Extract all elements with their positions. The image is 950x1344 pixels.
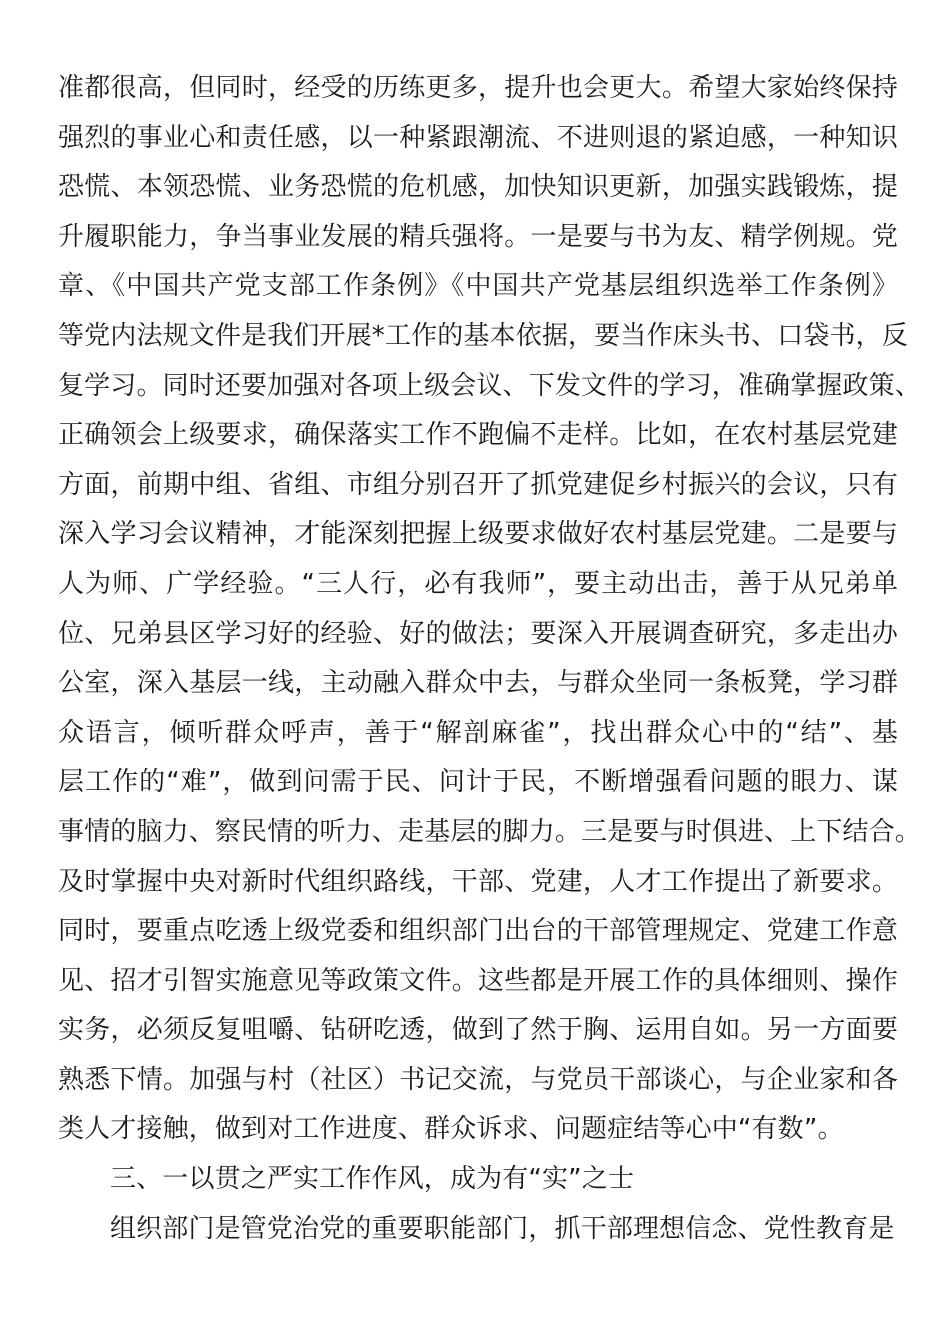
- text-line: 层工作的“难”，做到问需于民、问计于民，不断增强看问题的眼力、谋: [58, 767, 898, 798]
- text-line: 复学习。同时还要加强对各项上级会议、下发文件的学习，准确掌握政策、: [58, 370, 921, 401]
- text-line: 组织部门是管党治党的重要职能部门，抓干部理想信念、党性教育是: [110, 1213, 895, 1244]
- text-line: 熟悉下情。加强与村（社区）书记交流，与党员干部谈心，与企业家和各: [58, 1064, 898, 1095]
- text-line: 众语言，倾听群众呼声，善于“解剖麻雀”，找出群众心中的“结”、基: [58, 717, 898, 748]
- text-line: 位、兄弟县区学习好的经验、好的做法；要深入开展调查研究，多走出办: [58, 618, 898, 649]
- section-heading: 三、一以贯之严实工作作风，成为有“实”之士: [110, 1164, 635, 1195]
- text-line: 事情的脑力、察民情的听力、走基层的脚力。三是要与时俱进、上下结合。: [58, 816, 921, 847]
- text-line: 正确领会上级要求，确保落实工作不跑偏不走样。比如，在农村基层党建: [58, 420, 898, 451]
- text-line: 方面，前期中组、省组、市组分别召开了抓党建促乡村振兴的会议，只有: [58, 469, 898, 500]
- text-line: 深入学习会议精神，才能深刻把握上级要求做好农村基层党建。二是要与: [58, 519, 898, 550]
- text-line: 升履职能力，争当事业发展的精兵强将。一是要与书为友、精学例规。党: [58, 221, 898, 252]
- text-line: 及时掌握中央对新时代组织路线，干部、党建，人才工作提出了新要求。: [58, 866, 898, 897]
- body-text: [58, 64, 921, 1254]
- text-line: 等党内法规文件是我们开展*工作的基本依据，要当作床头书、口袋书，反: [58, 320, 908, 351]
- text-line: 章、《中国共产党支部工作条例》《中国共产党基层组织选举工作条例》: [58, 271, 898, 302]
- text-line: 见、招才引智实施意见等政策文件。这些都是开展工作的具体细则、操作: [58, 965, 898, 996]
- text-line: 公室，深入基层一线，主动融入群众中去，与群众坐同一条板凳，学习群: [58, 668, 898, 699]
- text-line: 实务，必须反复咀嚼、钻研吃透，做到了然于胸、运用自如。另一方面要: [58, 1015, 898, 1046]
- text-line: 人为师、广学经验。“三人行，必有我师”，要主动出击，善于从兄弟单: [58, 568, 898, 599]
- text-line: 强烈的事业心和责任感，以一种紧跟潮流、不进则退的紧迫感，一种知识: [58, 122, 898, 153]
- text-line: 准都很高，但同时，经受的历练更多，提升也会更大。希望大家始终保持: [58, 73, 898, 103]
- text-line: 恐慌、本领恐慌、业务恐慌的危机感，加快知识更新，加强实践锻炼，提: [58, 172, 898, 203]
- text-line: 同时，要重点吃透上级党委和组织部门出台的干部管理规定、党建工作意: [58, 916, 898, 947]
- text-line: 类人才接触，做到对工作进度、群众诉求、问题症结等心中“有数”。: [58, 1114, 844, 1145]
